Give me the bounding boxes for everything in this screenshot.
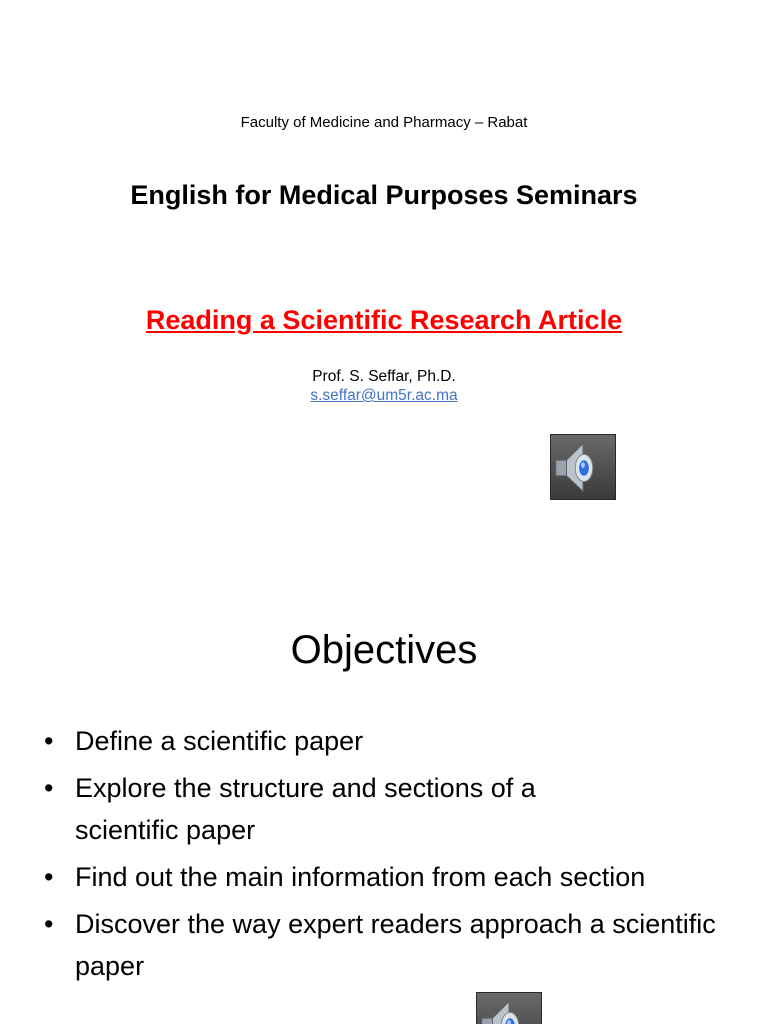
seminar-title: English for Medical Purposes Seminars <box>130 180 638 210</box>
faculty-name: Faculty of Medicine and Pharmacy – Rabat <box>240 114 528 131</box>
bullet-point: • <box>44 773 54 803</box>
author-email-link[interactable]: s.seffar@um5r.ac.ma <box>310 387 458 404</box>
list-item <box>44 720 744 762</box>
objectives-list <box>44 720 744 992</box>
author-name: Prof. S. Seffar, Ph.D. <box>312 368 456 385</box>
objectives-slide <box>0 576 768 1024</box>
list-item <box>44 767 635 851</box>
speaker-icon[interactable] <box>550 434 616 500</box>
speaker-icon[interactable] <box>476 992 542 1024</box>
bullet-point: • <box>44 862 54 892</box>
bullet-point: • <box>44 726 54 756</box>
list-item-text: Find out the main information from each section <box>75 862 646 892</box>
bullet-point: • <box>44 909 54 939</box>
list-item <box>44 856 675 898</box>
list-item-text: Discover the way expert readers approach a scientific paper <box>75 909 716 981</box>
list-item <box>44 903 735 987</box>
list-item-text: Explore the structure and sections of a scientific paper <box>75 773 536 845</box>
list-item-text: Define a scientific paper <box>75 726 364 756</box>
objectives-heading: Objectives <box>290 628 478 672</box>
article-title: Reading a Scientific Research Article <box>145 305 623 335</box>
